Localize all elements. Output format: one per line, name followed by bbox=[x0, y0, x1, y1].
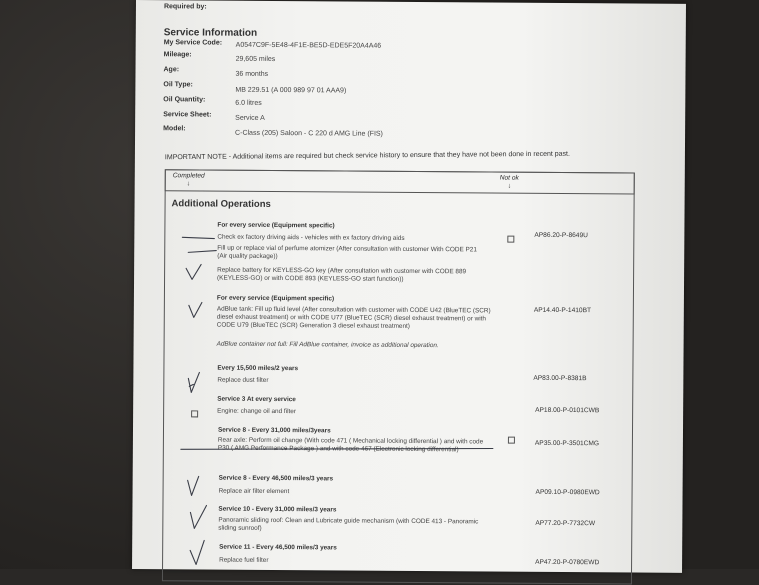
service-info-title: Service Information bbox=[163, 27, 258, 39]
operation-text: AdBlue container not full: Fill AdBlue container, invoice as additional operation. bbox=[216, 340, 439, 350]
mileage-value: 29,605 miles bbox=[235, 55, 276, 63]
strike-line bbox=[188, 250, 216, 252]
group-title: Service 10 - Every 31,000 miles/3 years bbox=[218, 505, 337, 514]
oil-type-value: MB 229.51 (A 000 989 97 01 AAA9) bbox=[235, 86, 347, 95]
operation-ref: AP35.00-P-3501CMG bbox=[534, 439, 600, 448]
operation-text: Engine: change oil and filter bbox=[217, 407, 297, 416]
service-code-value: A0547C9F-5E48-4F1E-BE5D-EDE5F20A4A46 bbox=[235, 41, 382, 50]
oil-type-label: Oil Type: bbox=[163, 81, 193, 89]
operation-text: Fill up or replace vial of perfume atomizer (After consultation with customer With CODE P21 (Air quality package)) bbox=[217, 244, 477, 260]
tick-mark-icon bbox=[188, 372, 199, 392]
group-title: Service 8 - Every 46,500 miles/3 years bbox=[218, 474, 334, 483]
age-value: 36 months bbox=[235, 70, 269, 78]
col-not-ok: Not ok bbox=[499, 174, 519, 182]
operation-text: Rear axle: Perform oil change (With code 471 ( Mechanical locking differential ) and with code P30 ( AMG Performance Package ) and with code 467 (Electronic locking differential) bbox=[217, 436, 484, 454]
oil-quantity-label: Oil Quantity: bbox=[163, 96, 206, 104]
operation-ref: AP77.20-P-7732CW bbox=[535, 519, 596, 528]
operation-ref: AP14.40-P-1410BT bbox=[533, 306, 592, 315]
group-title: For every service (Equipment specific) bbox=[217, 221, 335, 230]
col-completed: Completed bbox=[172, 172, 205, 180]
model-label: Model: bbox=[163, 125, 186, 133]
handwritten-ticks bbox=[132, 0, 686, 573]
group-title: Service 3 At every service bbox=[217, 395, 296, 404]
strike-line bbox=[181, 446, 493, 451]
operation-ref: AP86.20-P-8649U bbox=[534, 231, 588, 240]
operation-text: AdBlue tank: Fill up fluid level (After consultation with customer with CODE U42 (BlueTEC (SCR) diesel exhaust treatment) or with CODE U77 (BlueTEC (SCR) diesel exhaust treatment) or with CODE U79 (BlueTEC (SCR) Generation 3 diesel exhaust treatment) bbox=[216, 305, 491, 330]
col-not-ok-arrow: ↓ bbox=[507, 182, 512, 190]
service-sheet-label: Service Sheet: bbox=[163, 111, 212, 119]
required-by-label: Required by: bbox=[163, 3, 207, 11]
col-completed-arrow: ↓ bbox=[186, 180, 191, 188]
strike-line bbox=[182, 237, 214, 238]
tick-mark-icon bbox=[188, 476, 199, 495]
mileage-label: Mileage: bbox=[163, 51, 192, 59]
tick-mark-icon bbox=[190, 505, 206, 528]
operation-ref: AP18.00-P-0101CWB bbox=[535, 406, 600, 415]
group-title: For every service (Equipment specific) bbox=[216, 294, 335, 303]
important-note: IMPORTANT NOTE - Additional items are required but check service history to ensure that they have not been done in recent past. bbox=[164, 150, 570, 162]
operation-ref: AP47.20-P-0780EWD bbox=[535, 558, 600, 567]
group-title: Service 11 - Every 46,500 miles/3 years bbox=[219, 543, 337, 552]
service-document bbox=[132, 0, 686, 573]
operation-text: Replace air filter element bbox=[218, 487, 290, 496]
operation-text: Replace fuel filter bbox=[219, 556, 269, 564]
tick-mark-icon bbox=[186, 264, 201, 279]
operation-text: Panoramic sliding roof: Clean and Lubricate guide mechanism (with CODE 413 - Panoramic sliding sunroof) bbox=[218, 516, 479, 532]
operation-ref: AP09.10-P-0980EWD bbox=[535, 488, 600, 497]
tick-mark-icon bbox=[189, 302, 202, 317]
service-code-label: My Service Code: bbox=[163, 39, 223, 47]
service-sheet-value: Service A bbox=[235, 114, 265, 122]
oil-quantity-value: 6.0 litres bbox=[235, 99, 262, 107]
operation-text: Check ex factory driving aids - vehicles with ex factory driving aids bbox=[217, 233, 405, 242]
group-title: Every 15,500 miles/2 years bbox=[217, 364, 299, 373]
age-label: Age: bbox=[163, 66, 180, 74]
section-title: Additional Operations bbox=[171, 198, 271, 210]
operation-ref: AP83.00-P-8381B bbox=[533, 374, 587, 383]
model-value: C-Class (205) Saloon - C 220 d AMG Line (FIS) bbox=[235, 129, 383, 138]
operation-text: Replace battery for KEYLESS-GO key (After consultation with customer with CODE 889 (KEYLESS-GO) or with CODE 893 (KEYLESS-GO start function)) bbox=[217, 266, 467, 283]
group-title: Service 8 - Every 31,000 miles/3years bbox=[217, 426, 331, 435]
tick-mark-icon bbox=[190, 540, 204, 564]
operation-text: Replace dust filter bbox=[217, 376, 269, 384]
